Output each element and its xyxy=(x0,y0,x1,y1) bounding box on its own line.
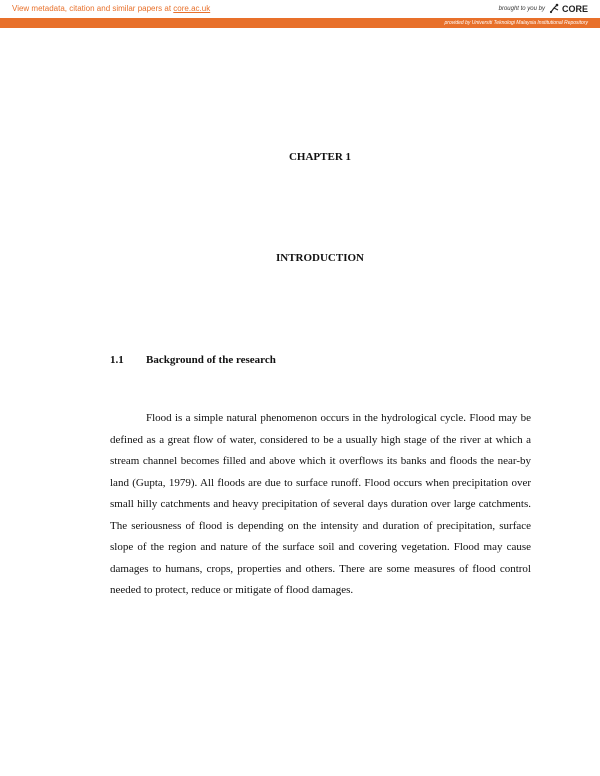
core-logo-icon xyxy=(549,3,560,14)
core-logo[interactable] xyxy=(549,3,588,14)
provided-by-text[interactable]: provided by Universiti Teknologi Malaysia Institutional Repository xyxy=(444,20,588,26)
brought-by xyxy=(499,3,588,14)
chapter-title: INTRODUCTION xyxy=(275,252,364,264)
core-banner xyxy=(0,0,600,18)
section-number: 1.1 xyxy=(110,354,124,366)
metadata-notice-text: View metadata, citation and similar papers at xyxy=(12,4,172,13)
brought-by-text: brought to you by xyxy=(498,5,545,12)
core-logo-text: CORE xyxy=(561,3,588,14)
chapter-heading: CHAPTER 1 xyxy=(288,151,352,163)
metadata-notice xyxy=(12,4,210,13)
core-link[interactable]: core.ac.uk xyxy=(173,4,211,13)
section-title: Background of the research xyxy=(146,354,276,366)
section-heading xyxy=(110,354,276,366)
body-paragraph: Flood is a simple natural phenomenon occurs in the hydrological cycle. Flood may be defined as a great flow of water, considered to be a usually high stage of the river at which a stream channel becomes filled and above which it overflows its banks and floods the near-by land (Gupta, 1979). All floods are due to surface runoff. Flood occurs when precipitation over small hilly catchments and heavy precipitation of several days duration over large catchments. The seriousness of flood is depending on the intensity and duration of precipitation, surface slope of the region and nature of the surface soil and covering vegetation. Flood may cause damages to humans, crops, properties and others. There are some measures of flood control needed to protect, reduce or mitigate of flood damages. xyxy=(110,412,531,596)
